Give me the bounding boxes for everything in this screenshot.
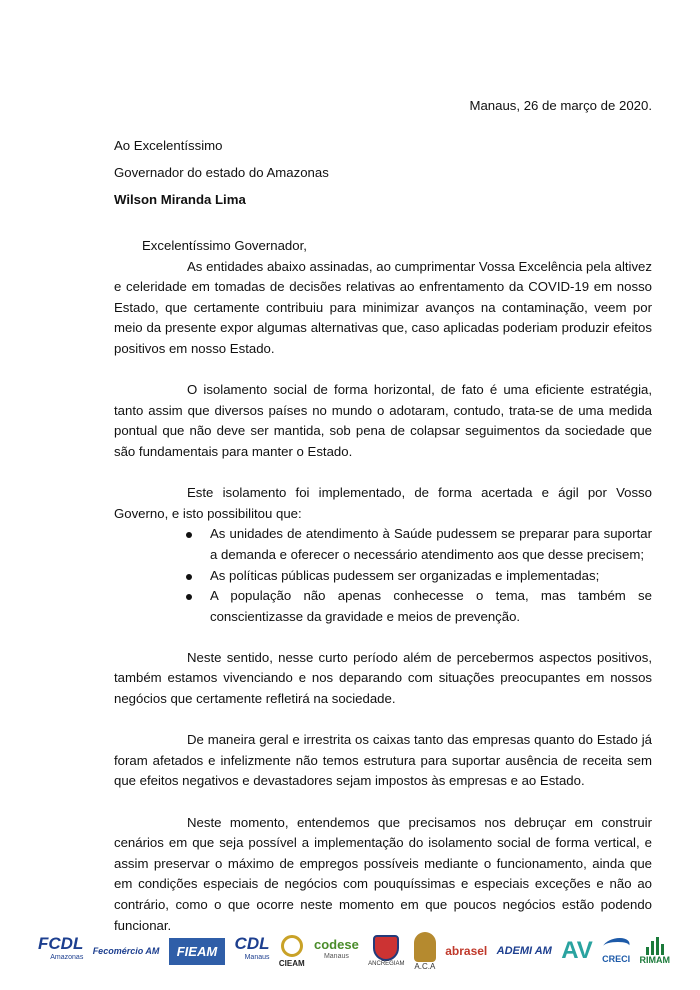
- crest-icon: [414, 932, 436, 962]
- codese-logo: codese Manaus: [314, 937, 359, 960]
- fieam-logo: FIEAM: [169, 938, 225, 965]
- abrasel-logo: abrasel: [445, 943, 488, 958]
- ring-icon: [281, 935, 303, 957]
- list-item: [186, 524, 652, 565]
- paragraph-4: Neste sentido, nesse curto período além de percebermos aspectos positivos, também estamos vivenciando e nos deparando com situações preocupantes em nossos negócios que certamente refletirá na sociedade.: [114, 649, 652, 707]
- cdl-logo: CDL Manaus: [234, 934, 270, 961]
- list-item: [186, 566, 652, 587]
- rimam-logo: RIMAM: [639, 929, 670, 973]
- letter-date: Manaus, 26 de março de 2020.: [469, 98, 652, 113]
- bird-icon: [599, 938, 632, 954]
- ademi-logo: ADEMI AM: [496, 945, 552, 957]
- bullet-text-1: As unidades de atendimento à Saúde pudessem se preparar para suportar a demanda e oferecer o necessário atendimento aos que desse precisem;: [210, 526, 652, 562]
- recipient-name: Wilson Miranda Lima: [114, 192, 246, 207]
- paragraph-2: O isolamento social de forma horizontal, de fato é uma eficiente estratégia, tanto assim que diversos países no mundo o adotaram, contudo, trata-se de uma medida pontual que não deve ser mantida, sob pena de colapsar seguimentos da sociedade que são fundamentais para manter o Estado.: [114, 382, 652, 459]
- bars-icon: [646, 937, 664, 955]
- fecomercio-logo: Fecomércio AM: [92, 946, 160, 956]
- creci-logo: CRECI: [602, 929, 630, 973]
- bullet-icon: [186, 532, 192, 538]
- av-logo: AV: [561, 937, 593, 964]
- ancregiam-logo: ANCREGIAM: [368, 929, 404, 973]
- paragraph-6: Neste momento, entendemos que precisamos nos debruçar em construir cenários em que seja possível a implementação do isolamento social de forma vertical, e assim preservar o máximo de empregos possíveis mediante o funcionamento, ainda que em condições especiais de negócios com pouquíssimas e especiais exceções e não ao contrário, como o que ocorre neste momento em que poucos negócios estão podendo funcionar.: [114, 814, 652, 933]
- paragraph-1: As entidades abaixo assinadas, ao cumprimentar Vossa Excelência pela altivez e celeridade em tomadas de decisões relativas ao enfrentamento da COVID-19 em nosso Estado, que certamente contribuiu para minimizar avanços na contaminação, veem por meio da presente expor algumas alternativas que, caso aplicadas poderiam produzir efeitos positivos em nosso Estado.: [114, 258, 652, 356]
- bullet-text-3: A população não apenas conhecesse o tema, mas também se conscientizasse da gravidade e meios de prevenção.: [210, 588, 652, 624]
- recipient-line-1: Ao Excelentíssimo: [114, 138, 223, 153]
- list-item: [186, 586, 652, 627]
- paragraph-3: Este isolamento foi implementado, de forma acertada e ágil por Vosso Governo, e isto possibilitou que:: [114, 485, 652, 521]
- bullet-list: [114, 524, 652, 627]
- recipient-line-2: Governador do estado do Amazonas: [114, 165, 329, 180]
- greeting: Excelentíssimo Governador,: [142, 238, 307, 253]
- shield-icon: [373, 935, 399, 961]
- bullet-text-2: As políticas públicas pudessem ser organizadas e implementadas;: [210, 567, 600, 583]
- cieam-logo: CIEAM: [279, 929, 305, 973]
- letter-body: [114, 236, 652, 936]
- entity-logos: [38, 928, 670, 974]
- bullet-icon: [186, 594, 192, 600]
- bullet-icon: [186, 574, 192, 580]
- aca-logo: A.C.A: [414, 929, 436, 973]
- recipient-block: [114, 132, 329, 213]
- fcdl-logo: FCDL Amazonas: [38, 934, 84, 961]
- paragraph-5: De maneira geral e irrestrita os caixas tanto das empresas quanto do Estado já foram afetados e infelizmente não temos estrutura para suportar ausência de receita sem que efeitos negativos e devastadores sejam impostos às empresas e ao Estado.: [114, 732, 652, 789]
